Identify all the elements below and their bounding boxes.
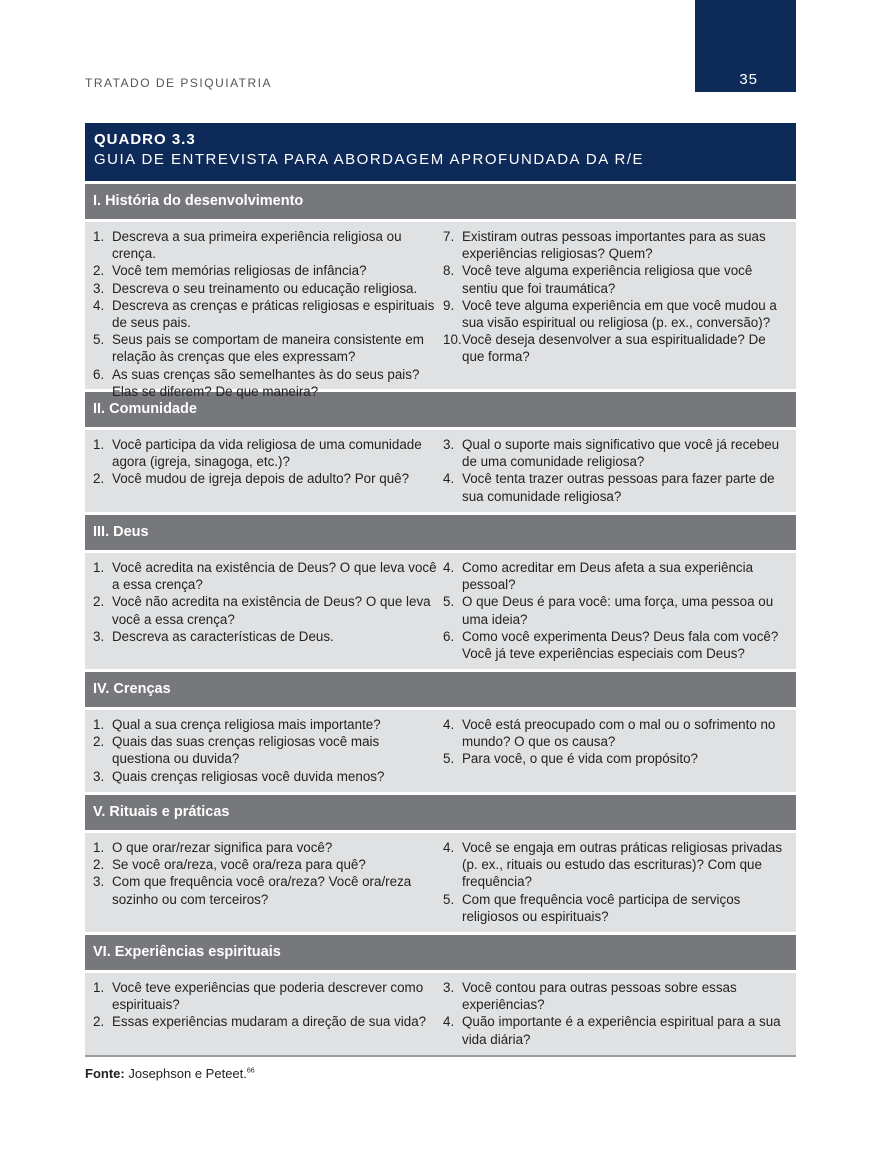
- question-column-right: [443, 839, 787, 926]
- question-column-left: [93, 228, 443, 399]
- section-body: [85, 973, 796, 1055]
- question-column-right: [443, 228, 787, 383]
- question-item: [443, 979, 787, 1013]
- question-number: 3.: [443, 980, 455, 995]
- section: [85, 795, 796, 932]
- question-item: [443, 559, 787, 593]
- question-number: 7.: [443, 229, 455, 244]
- section-body: [85, 833, 796, 932]
- question-text: Quão importante é a experiência espiritual para a sua vida diária?: [462, 1014, 781, 1047]
- question-text: Qual o suporte mais significativo que você já recebeu de uma comunidade religiosa?: [462, 437, 780, 470]
- question-item: [93, 559, 437, 593]
- question-item: [93, 331, 437, 365]
- source-note: [85, 1066, 255, 1081]
- question-item: [443, 593, 787, 627]
- question-number: 5.: [93, 332, 105, 348]
- question-number: 8.: [443, 263, 455, 279]
- question-column-right: [443, 979, 787, 1049]
- question-number: 4.: [443, 560, 455, 575]
- question-text: Com que frequência você ora/reza? Você ora/reza sozinho ou com terceiros?: [112, 874, 412, 907]
- question-item: [93, 1013, 437, 1030]
- question-text: Quais das suas crenças religiosas você mais questiona ou duvida?: [112, 734, 380, 767]
- question-item: [443, 716, 787, 750]
- question-text: Você teve experiências que poderia descrever como espirituais?: [112, 980, 424, 1013]
- question-column-left: [93, 716, 443, 786]
- section-title: II. Comunidade: [85, 392, 796, 427]
- quadro-title: GUIA DE ENTREVISTA PARA ABORDAGEM APROFUNDADA DA R/E: [94, 151, 645, 168]
- source-text: Josephson e Peteet.: [128, 1066, 247, 1081]
- question-item: [93, 839, 437, 856]
- question-text: Você teve alguma experiência religiosa que você sentiu que foi traumática?: [462, 263, 753, 296]
- page-number-tab: [695, 0, 796, 92]
- source-ref: 66: [246, 1067, 255, 1075]
- question-text: Quais crenças religiosas você duvida menos?: [112, 768, 385, 784]
- question-text: Para você, o que é vida com propósito?: [462, 751, 698, 767]
- section-title: IV. Crenças: [85, 672, 796, 707]
- question-text: Seus pais se comportam de maneira consistente em relação às crenças que eles expressam?: [112, 332, 424, 365]
- question-column-right: [443, 436, 787, 506]
- section: [85, 935, 796, 1055]
- question-item: [443, 228, 787, 262]
- question-item: [93, 768, 437, 785]
- section-title: III. Deus: [85, 515, 796, 550]
- question-text: Você se engaja em outras práticas religiosas privadas (p. ex., rituais ou estudo das escrituras)? Com que frequência?: [462, 840, 783, 890]
- question-item: [93, 856, 437, 873]
- question-text: Descreva a sua primeira experiência religiosa ou crença.: [112, 229, 402, 262]
- question-text: Você deseja desenvolver a sua espiritualidade? De que forma?: [462, 332, 766, 365]
- question-number: 3.: [93, 768, 105, 784]
- question-item: [93, 228, 437, 262]
- question-item: [93, 593, 437, 627]
- question-text: Você acredita na existência de Deus? O que leva você a essa crença?: [112, 560, 437, 593]
- question-text: Você mudou de igreja depois de adulto? Por quê?: [112, 471, 410, 487]
- question-number: 4.: [443, 840, 455, 855]
- question-item: [443, 750, 787, 767]
- section: [85, 672, 796, 792]
- question-number: 2.: [93, 594, 105, 610]
- question-number: 4.: [93, 297, 105, 313]
- question-number: 4.: [443, 1014, 455, 1030]
- question-number: 1.: [93, 840, 105, 855]
- section-body: [85, 710, 796, 792]
- question-number: 1.: [93, 980, 105, 995]
- question-text: Você participa da vida religiosa de uma comunidade agora (igreja, sinagoga, etc.)?: [112, 437, 422, 470]
- question-item: [93, 262, 437, 279]
- question-number: 1.: [93, 437, 105, 452]
- question-text: O que orar/rezar significa para você?: [112, 840, 333, 855]
- question-item: [93, 628, 437, 645]
- question-item: [443, 436, 787, 470]
- question-text: Descreva as crenças e práticas religiosas e espirituais de seus pais.: [112, 297, 435, 331]
- section-body: [85, 553, 796, 669]
- question-text: Você não acredita na existência de Deus? O que leva você a essa crença?: [112, 594, 431, 627]
- page-number: 35: [739, 71, 758, 88]
- question-number: 5.: [443, 594, 455, 610]
- bottom-rule: [85, 1055, 796, 1057]
- question-text: O que Deus é para você: uma força, uma pessoa ou uma ideia?: [462, 594, 774, 627]
- question-item: [443, 891, 787, 925]
- question-number: 1.: [93, 229, 105, 244]
- question-column-right: [443, 716, 787, 786]
- quadro-box: [85, 123, 796, 1057]
- question-text: Você está preocupado com o mal ou o sofrimento no mundo? O que os causa?: [462, 717, 776, 750]
- question-text: Descreva o seu treinamento ou educação religiosa.: [112, 280, 418, 296]
- question-text: Como acreditar em Deus afeta a sua experiência pessoal?: [462, 560, 754, 593]
- question-number: 3.: [93, 628, 105, 644]
- question-text: Existiram outras pessoas importantes para as suas experiências religiosas? Quem?: [462, 229, 766, 262]
- question-number: 2.: [93, 857, 105, 873]
- question-text: Você contou para outras pessoas sobre essas experiências?: [462, 980, 737, 1013]
- question-text: Com que frequência você participa de serviços religiosos ou espirituais?: [462, 891, 741, 924]
- question-number: 1.: [93, 717, 105, 732]
- section-title: I. História do desenvolvimento: [85, 184, 796, 219]
- question-text: Descreva as características de Deus.: [112, 628, 334, 644]
- question-column-left: [93, 559, 443, 663]
- question-number: 5.: [443, 891, 455, 907]
- question-column-left: [93, 839, 443, 926]
- source-label: Fonte:: [85, 1066, 125, 1081]
- sections-container: [85, 184, 796, 1055]
- question-number: 3.: [93, 874, 105, 890]
- question-item: [93, 733, 437, 767]
- running-head: TRATADO DE PSIQUIATRIA: [85, 76, 273, 90]
- quadro-label: QUADRO 3.3: [94, 131, 196, 148]
- question-number: 4.: [443, 717, 455, 732]
- question-number: 2.: [93, 471, 105, 487]
- question-number: 10.: [443, 332, 462, 348]
- question-text: Você tenta trazer outras pessoas para fazer parte de sua comunidade religiosa?: [462, 471, 775, 504]
- question-text: Essas experiências mudaram a direção de sua vida?: [112, 1014, 427, 1030]
- section-body: [85, 430, 796, 512]
- section-title: V. Rituais e práticas: [85, 795, 796, 830]
- question-number: 3.: [443, 437, 455, 452]
- question-item: [93, 873, 437, 907]
- question-number: 4.: [443, 471, 455, 487]
- question-item: [93, 716, 437, 733]
- question-column-left: [93, 436, 443, 506]
- section-title: VI. Experiências espirituais: [85, 935, 796, 970]
- question-item: [443, 1013, 787, 1047]
- question-text: Qual a sua crença religiosa mais importante?: [112, 717, 381, 732]
- section-body: [85, 222, 796, 399]
- question-text: Você tem memórias religiosas de infância?: [112, 263, 367, 279]
- question-item: [93, 297, 437, 331]
- question-item: [93, 280, 437, 297]
- question-number: 2.: [93, 263, 105, 279]
- question-item: [443, 470, 787, 504]
- question-text: Se você ora/reza, você ora/reza para quê?: [112, 857, 366, 873]
- question-number: 2.: [93, 1014, 105, 1030]
- question-item: [443, 297, 787, 331]
- question-number: 6.: [443, 628, 455, 644]
- question-number: 6.: [93, 366, 105, 382]
- question-item: [93, 436, 437, 470]
- question-number: 9.: [443, 297, 455, 313]
- question-item: [443, 262, 787, 296]
- section: [85, 184, 796, 399]
- question-column-left: [93, 979, 443, 1049]
- question-item: [443, 839, 787, 891]
- section: [85, 515, 796, 669]
- question-text: Você teve alguma experiência em que você mudou a sua visão espiritual ou religiosa (p. ex., conversão)?: [462, 297, 777, 331]
- question-item: [93, 979, 437, 1013]
- question-number: 5.: [443, 751, 455, 767]
- question-number: 2.: [93, 734, 105, 750]
- question-item: [443, 628, 787, 662]
- question-number: 3.: [93, 280, 105, 296]
- question-text: As suas crenças são semelhantes às do seus pais? Elas se diferem? De que maneira?: [112, 366, 420, 399]
- question-number: 1.: [93, 560, 105, 575]
- section: [85, 392, 796, 512]
- quadro-header: [85, 123, 796, 181]
- question-column-right: [443, 559, 787, 663]
- question-item: [93, 470, 437, 487]
- question-item: [443, 331, 787, 365]
- question-text: Como você experimenta Deus? Deus fala com você? Você já teve experiências especiais com Deus?: [462, 628, 779, 662]
